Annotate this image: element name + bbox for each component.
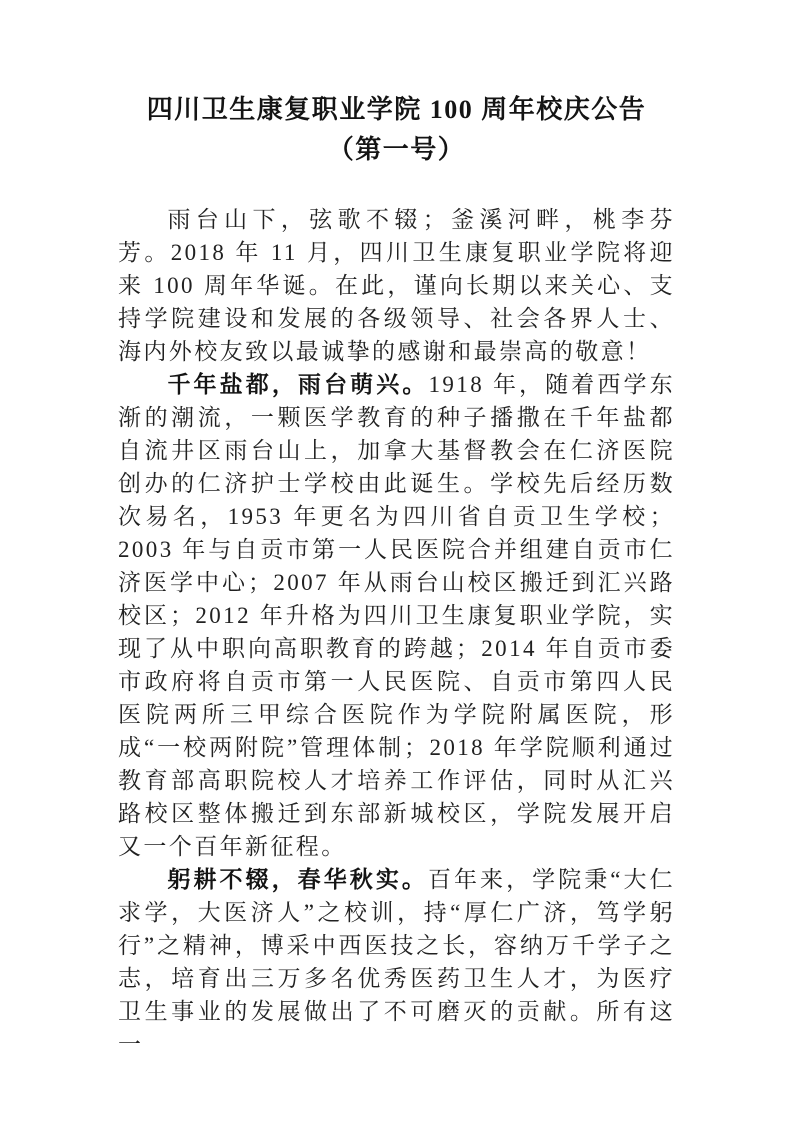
paragraph-history <box>118 368 675 863</box>
title-line-1: 四川卫生康复职业学院 100 周年校庆公告 <box>146 95 647 124</box>
paragraph-intro <box>118 203 675 368</box>
paragraph-intro-text: 雨台山下，弦歌不辍；釜溪河畔，桃李芬芳。2018 年 11 月，四川卫生康复职业学院将迎来 100 周年华诞。在此，谨向长期以来关心、支持学院建设和发展的各级领导、社会各界人士、海内外校友致以最诚挚的感谢和最崇高的敬意！ <box>118 207 675 364</box>
paragraph-achievements-text: 百年来，学院秉“大仁求学，大医济人”之校训，持“厚仁广济，笃学躬行”之精神，博采中西医技之长，容纳万千学子之志，培育出三万多名优秀医药卫生人才，为医疗卫生事业的发展做出了不可磨灭的贡献。所有这一 <box>118 867 675 1057</box>
document-title <box>118 90 675 170</box>
title-line-2: （第一号） <box>327 135 466 164</box>
paragraph-achievements <box>118 863 675 1061</box>
paragraph-achievements-lead: 躬耕不辍，春华秋实。 <box>167 867 428 892</box>
paragraph-history-lead: 千年盐都，雨台萌兴。 <box>167 372 429 397</box>
paragraph-history-text: 1918 年，随着西学东渐的潮流，一颗医学教育的种子播撒在千年盐都自流井区雨台山上，加拿大基督教会在仁济医院创办的仁济护士学校由此诞生。学校先后经历数次易名，1953 年更名为四川省自贡卫生学校；2003 年与自贡市第一人民医院合并组建自贡市仁济医学中心；2007 年从雨台山校区搬迁到汇兴路校区；2012 年升格为四川卫生康复职业学院，实现了从中职向高职教育的跨越；2014 年自贡市委市政府将自贡市第一人民医院、自贡市第四人民医院两所三甲综合医院作为学院附属医院，形成“一校两附院”管理体制；2018 年学院顺利通过教育部高职院校人才培养工作评估，同时从汇兴路校区整体搬迁到东部新城校区，学院发展开启又一个百年新征程。 <box>118 372 675 859</box>
document-body <box>118 203 675 1061</box>
